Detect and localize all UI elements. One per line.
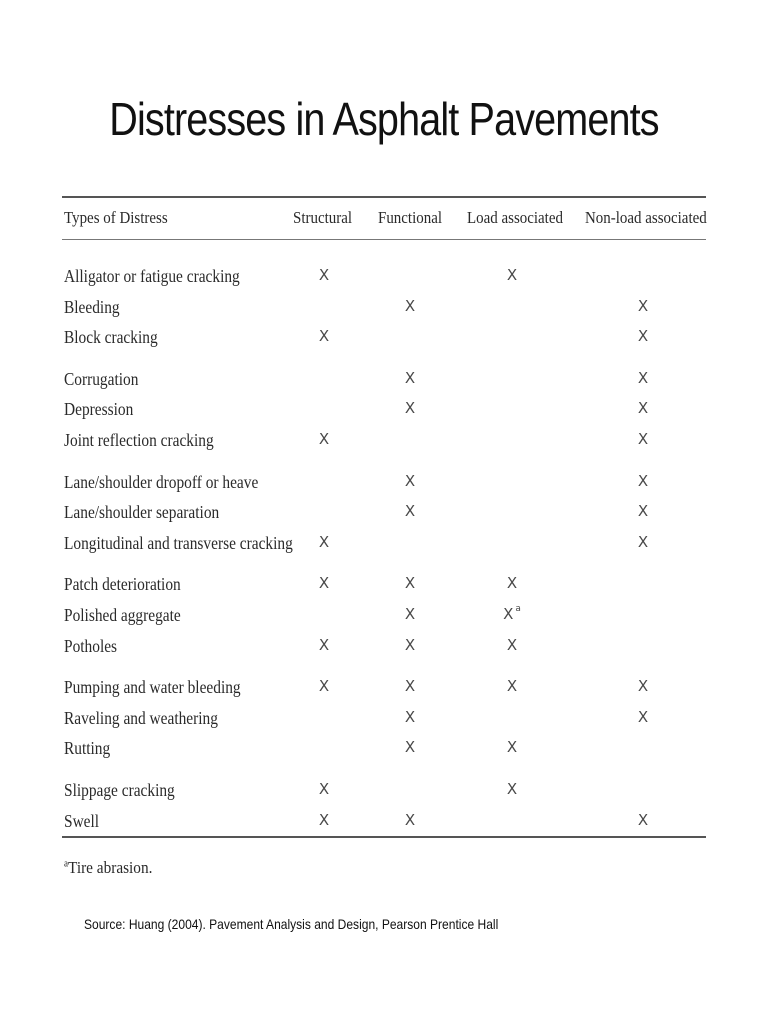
distress-name: Lane/shoulder separation <box>64 502 220 523</box>
table-top-rule <box>62 196 706 198</box>
distress-name: Depression <box>64 399 134 420</box>
table-row <box>62 636 706 660</box>
table-row <box>62 780 706 804</box>
table-row <box>62 297 706 321</box>
table-row <box>62 605 706 629</box>
table-footnote <box>64 858 152 878</box>
functional-mark <box>400 574 420 592</box>
mark-symbol: X <box>404 296 416 315</box>
functional-mark <box>400 738 420 756</box>
mark-symbol: X <box>404 707 416 726</box>
mark-symbol: X <box>318 780 330 798</box>
mark-symbol: X <box>637 430 649 448</box>
table-row <box>62 811 706 835</box>
distress-name: Bleeding <box>64 296 120 317</box>
header-types-of-distress: Types of Distress <box>64 208 168 227</box>
mark-symbol: X <box>404 635 416 654</box>
table-row <box>62 369 706 393</box>
mark-symbol: X <box>404 605 416 623</box>
functional-mark <box>400 369 420 387</box>
distress-name: Lane/shoulder dropoff or heave <box>64 471 259 492</box>
load-associated-mark <box>502 677 522 695</box>
table-bottom-rule <box>62 836 706 838</box>
mark-symbol: X <box>404 677 416 696</box>
distress-name: Longitudinal and transverse cracking <box>64 532 293 553</box>
header-non-load-associated: Non-load associated <box>585 208 707 227</box>
structural-mark <box>314 327 334 345</box>
distress-name: Rutting <box>64 738 111 759</box>
table-row <box>62 327 706 351</box>
table-row <box>62 533 706 557</box>
mark-symbol: X <box>318 266 330 284</box>
non-load-associated-mark <box>633 430 653 448</box>
structural-mark <box>314 533 334 551</box>
load-associated-mark <box>502 574 522 592</box>
mark-symbol: X <box>404 810 416 829</box>
mark-symbol: X <box>404 502 416 521</box>
load-associated-mark <box>502 636 522 654</box>
structural-mark <box>314 574 334 592</box>
header-structural: Structural <box>293 208 353 227</box>
table-row <box>62 574 706 598</box>
footnote-text: Tire abrasion. <box>68 858 153 877</box>
table-row <box>62 677 706 701</box>
mark-symbol: X <box>404 471 416 490</box>
non-load-associated-mark <box>633 472 653 490</box>
non-load-associated-mark <box>633 811 653 829</box>
non-load-associated-mark <box>633 369 653 387</box>
table-row <box>62 502 706 526</box>
load-associated-mark <box>502 738 522 756</box>
source-citation: Source: Huang (2004). Pavement Analysis and Design, Pearson Prentice Hall <box>84 916 499 932</box>
table-row <box>62 430 706 454</box>
mark-symbol: X <box>506 738 518 757</box>
distress-name: Patch deterioration <box>64 574 181 595</box>
mark-symbol: X <box>637 810 649 829</box>
distress-name: Polished aggregate <box>64 605 181 625</box>
mark-symbol: X <box>637 707 649 726</box>
non-load-associated-mark <box>633 677 653 695</box>
mark-symbol: X <box>404 574 416 593</box>
distress-name: Joint reflection cracking <box>64 430 214 450</box>
structural-mark <box>314 430 334 448</box>
mark-symbol: X <box>404 738 416 757</box>
mark-symbol: X <box>506 780 518 798</box>
non-load-associated-mark <box>633 399 653 417</box>
mark-symbol: X <box>318 327 330 346</box>
mark-symbol: X <box>637 471 649 490</box>
mark-symbol: X <box>404 399 416 418</box>
table-row <box>62 266 706 290</box>
table-row <box>62 399 706 423</box>
non-load-associated-mark <box>633 502 653 520</box>
structural-mark <box>314 266 334 284</box>
mark-symbol: X <box>503 605 514 623</box>
mark-symbol: X <box>318 532 330 551</box>
non-load-associated-mark <box>633 708 653 726</box>
distress-name: Corrugation <box>64 368 139 389</box>
load-associated-mark <box>502 780 522 798</box>
mark-symbol: X <box>637 327 649 346</box>
distress-name: Raveling and weathering <box>64 707 218 728</box>
mark-symbol: X <box>506 266 518 284</box>
mark-symbol: X <box>318 635 330 654</box>
header-load-associated: Load associated <box>467 208 563 227</box>
load-associated-mark <box>502 605 522 623</box>
table-row <box>62 472 706 496</box>
mark-symbol: X <box>404 368 416 387</box>
distress-name: Slippage cracking <box>64 780 175 800</box>
mark-symbol: X <box>318 430 330 448</box>
mark-symbol: X <box>506 635 518 654</box>
mark-symbol: X <box>637 677 649 696</box>
structural-mark <box>314 677 334 695</box>
structural-mark <box>314 811 334 829</box>
mark-symbol: X <box>506 574 518 593</box>
functional-mark <box>400 605 420 623</box>
mark-symbol: X <box>318 574 330 593</box>
table-row <box>62 708 706 732</box>
load-associated-mark <box>502 266 522 284</box>
footnote-marker: a <box>64 858 69 870</box>
distress-name: Swell <box>64 810 100 831</box>
header-functional: Functional <box>378 208 442 227</box>
slide-title: Distresses in Asphalt Pavements <box>109 93 659 145</box>
non-load-associated-mark <box>633 297 653 315</box>
mark-symbol: X <box>637 399 649 418</box>
structural-mark <box>314 780 334 798</box>
structural-mark <box>314 636 334 654</box>
functional-mark <box>400 811 420 829</box>
distress-name: Potholes <box>64 635 118 656</box>
functional-mark <box>400 636 420 654</box>
mark-symbol: X <box>318 810 330 829</box>
mark-symbol: X <box>637 532 649 551</box>
non-load-associated-mark <box>633 533 653 551</box>
table-row <box>62 738 706 762</box>
distress-name: Block cracking <box>64 327 158 348</box>
functional-mark <box>400 708 420 726</box>
mark-symbol: X <box>637 368 649 387</box>
functional-mark <box>400 399 420 417</box>
non-load-associated-mark <box>633 327 653 345</box>
distress-name: Alligator or fatigue cracking <box>64 266 240 286</box>
functional-mark <box>400 297 420 315</box>
functional-mark <box>400 472 420 490</box>
distress-name: Pumping and water bleeding <box>64 677 241 698</box>
mark-symbol: X <box>637 502 649 521</box>
functional-mark <box>400 677 420 695</box>
mark-symbol: X <box>506 677 518 696</box>
functional-mark <box>400 502 420 520</box>
footnote-ref: a <box>515 604 521 614</box>
mark-symbol: X <box>637 296 649 315</box>
mark-symbol: X <box>318 677 330 696</box>
table-header-rule <box>62 239 706 240</box>
